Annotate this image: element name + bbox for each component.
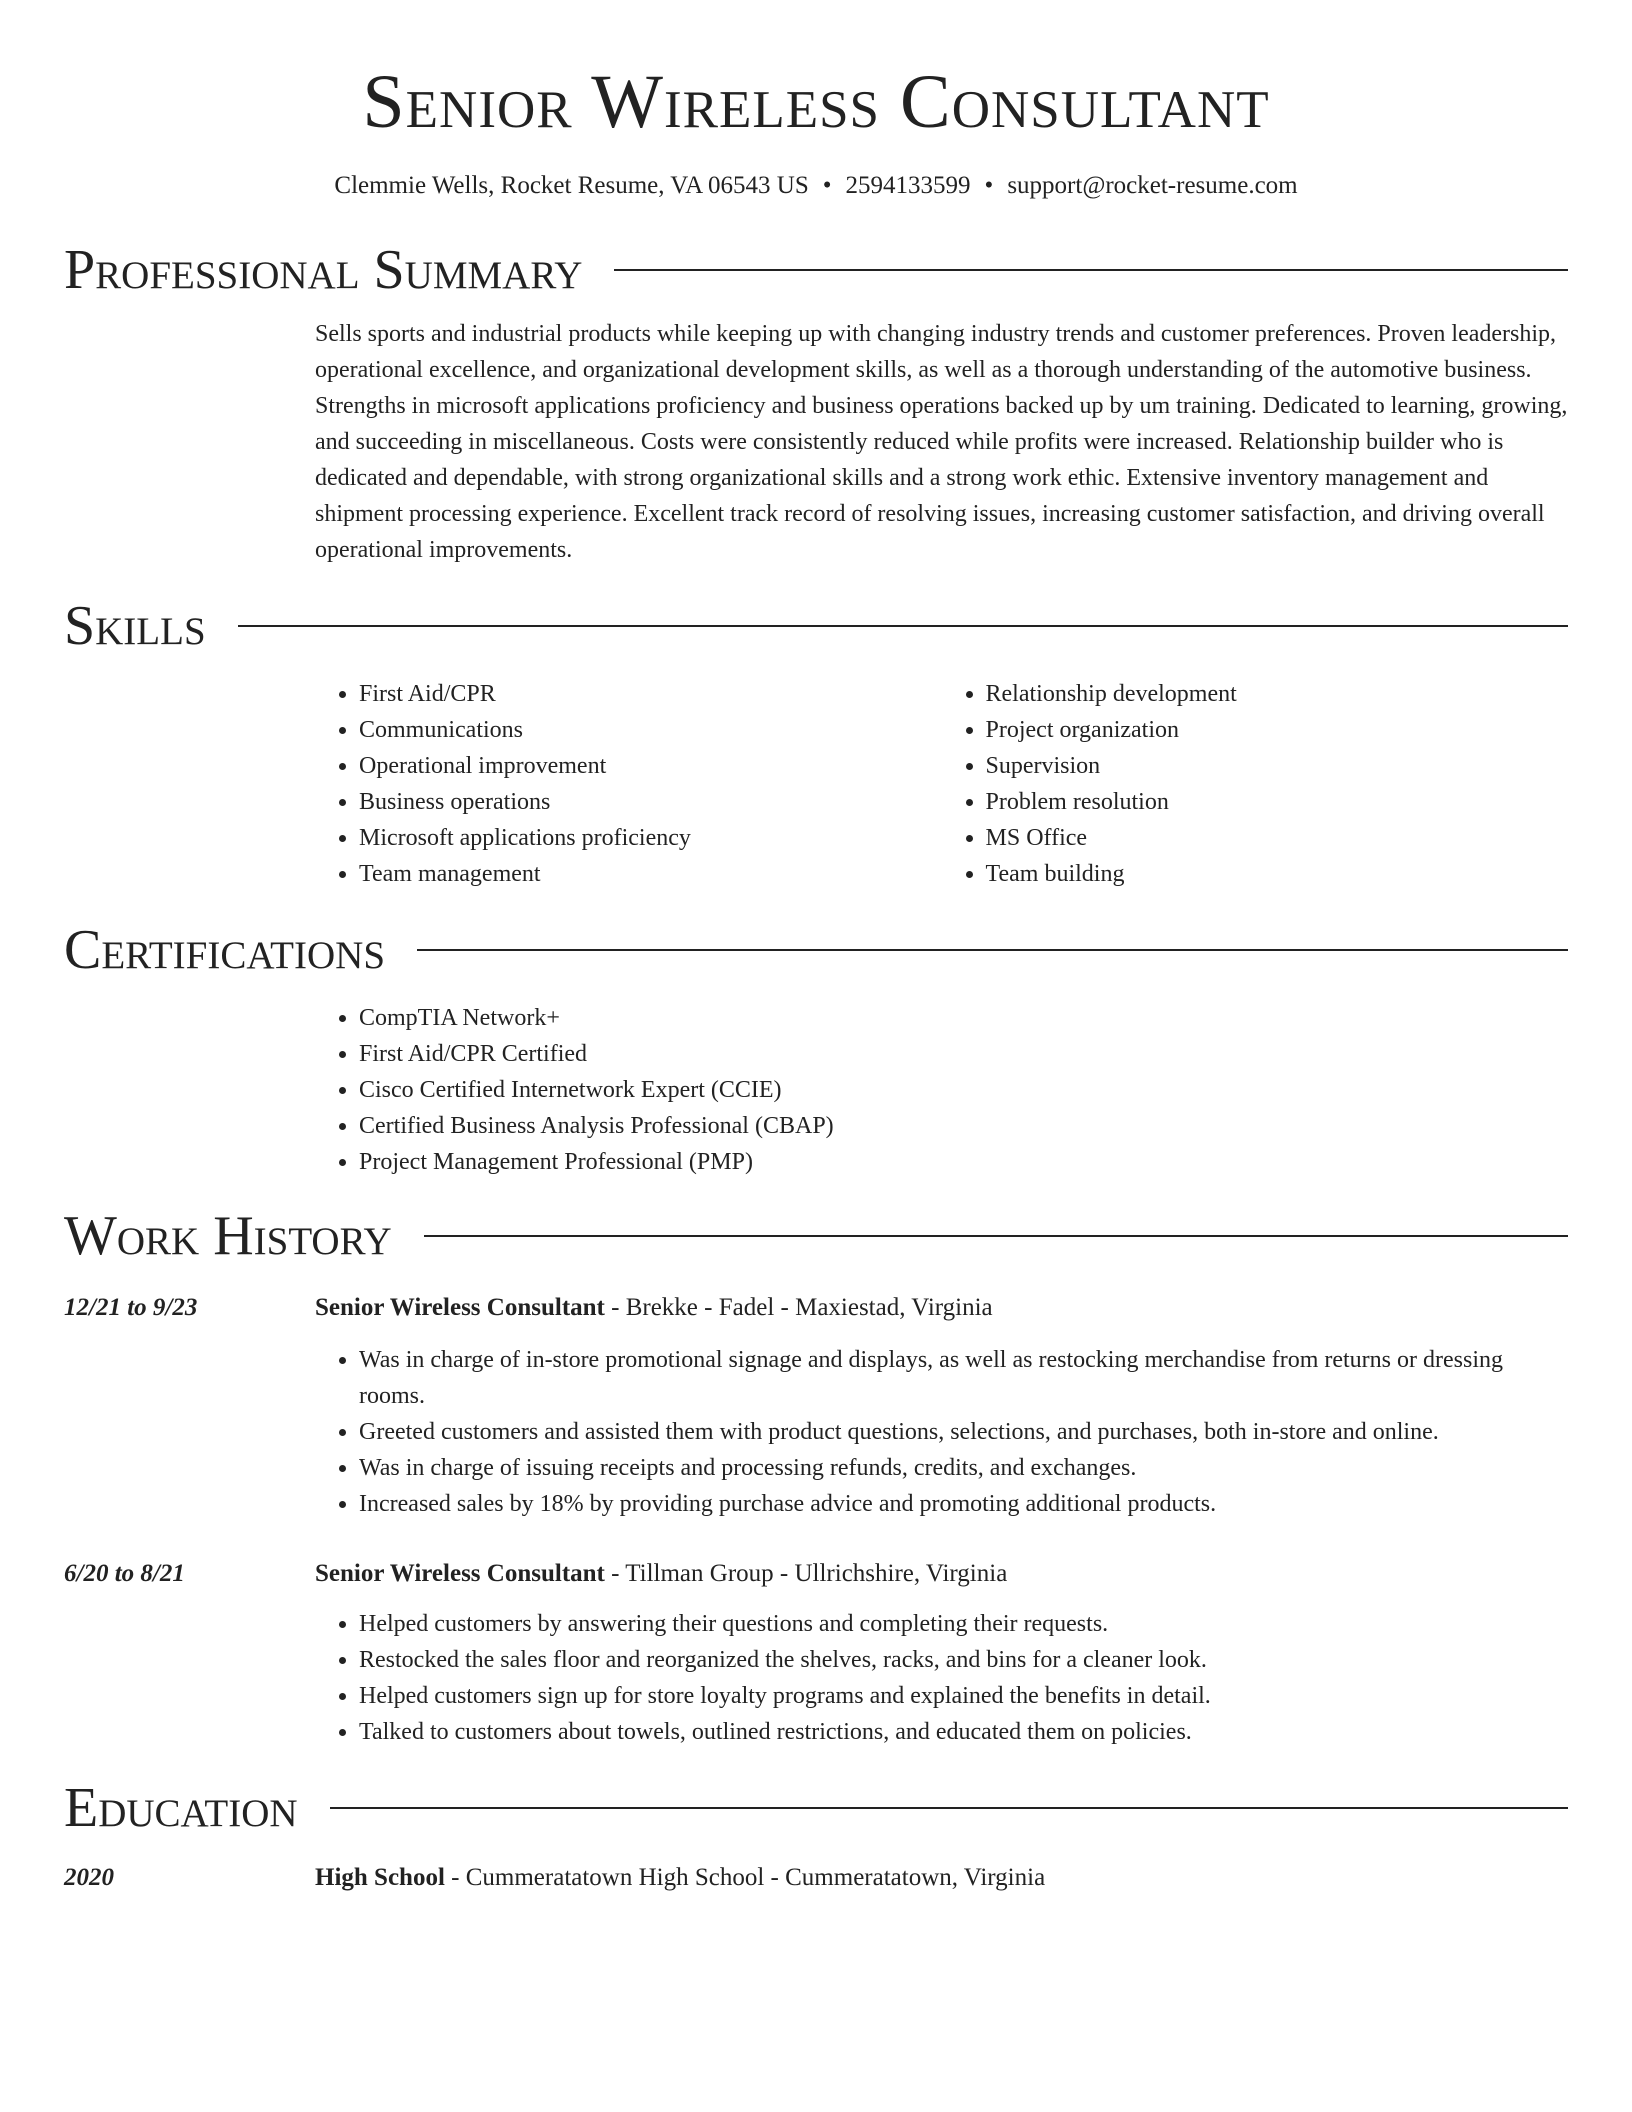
contact-phone: 2594133599 (845, 172, 971, 199)
certification-item: • Project Management Professional (PMP) (359, 1144, 1568, 1180)
education-heading: Education (64, 1777, 298, 1839)
skill-item: • Project organization (986, 712, 1569, 748)
skills-column-left (315, 676, 942, 892)
job-header (64, 1290, 1568, 1326)
summary-text: Sells sports and industrial products while keeping up with changing industry trends and customer preferences. Proven leadership, operational excellence, and organizational development skills, as well as a thorough understanding of the automotive business. Strengths in microsoft applications proficiency and business operations backed up by um training. Dedicated to learning, growing, and succeeding in miscellaneous. Costs were consistently reduced while profits were increased. Relationship builder who is dedicated and dependable, with strong organizational skills and a strong work ethic. Extensive inventory management and shipment processing experience. Excellent track record of resolving issues, increasing customer satisfaction, and driving overall operational improvements. (315, 321, 1568, 563)
job-bullet: • Was in charge of in-store promotional signage and displays, as well as restocking merchandise from returns or dressing rooms. (359, 1342, 1568, 1414)
skills-section-header (64, 594, 1568, 658)
certification-item: • First Aid/CPR Certified (359, 1036, 1568, 1072)
job-bullets (315, 1342, 1568, 1522)
work-heading: Work History (64, 1205, 392, 1267)
summary-body (315, 316, 1568, 568)
skills-heading: Skills (64, 595, 206, 657)
skill-item: • Microsoft applications proficiency (359, 820, 942, 856)
job-bullet: • Greeted customers and assisted them with product questions, selections, and purchases, both in-store and online. (359, 1414, 1568, 1450)
skill-item: • Team building (986, 856, 1569, 892)
contact-line (64, 170, 1568, 202)
certifications-list (315, 1000, 1568, 1180)
skill-item: • MS Office (986, 820, 1569, 856)
job-dates: 12/21 to 9/23 (64, 1294, 198, 1321)
education-year: 2020 (64, 1864, 114, 1891)
section-divider (614, 269, 1568, 271)
job-company: - Tillman Group - Ullrichshire, Virginia (604, 1560, 1008, 1587)
summary-section-header (64, 238, 1568, 302)
education-section-header (64, 1776, 1568, 1840)
resume-title: Senior Wireless Consultant (362, 60, 1270, 144)
skill-item: • Operational improvement (359, 748, 942, 784)
job-header (64, 1556, 1568, 1592)
job-bullet: • Was in charge of issuing receipts and processing refunds, credits, and exchanges. (359, 1450, 1568, 1486)
skills-list (315, 676, 1568, 892)
section-divider (417, 949, 1568, 951)
certification-item: • Cisco Certified Internetwork Expert (CCIE) (359, 1072, 1568, 1108)
contact-address: Clemmie Wells, Rocket Resume, VA 06543 US (334, 172, 809, 199)
skill-item: • Supervision (986, 748, 1569, 784)
certification-item: • CompTIA Network+ (359, 1000, 1568, 1036)
job-role: Senior Wireless Consultant (315, 1560, 605, 1587)
work-section-header (64, 1204, 1568, 1268)
contact-separator: • (822, 172, 832, 199)
skill-item: • Business operations (359, 784, 942, 820)
section-divider (330, 1807, 1568, 1809)
skill-item: • Communications (359, 712, 942, 748)
section-divider (424, 1235, 1568, 1237)
skill-item: • Team management (359, 856, 942, 892)
contact-email: support@rocket-resume.com (1007, 172, 1298, 199)
education-entry (64, 1860, 1568, 1896)
summary-heading: Professional Summary (64, 239, 583, 301)
skill-item: • Relationship development (986, 676, 1569, 712)
job-entry (64, 1290, 1568, 1522)
job-bullet: • Talked to customers about towels, outlined restrictions, and educated them on policies. (359, 1714, 1568, 1750)
job-role: Senior Wireless Consultant (315, 1294, 605, 1321)
certifications-section-header (64, 918, 1568, 982)
job-bullets (315, 1606, 1568, 1750)
skill-item: • Problem resolution (986, 784, 1569, 820)
contact-separator: • (984, 172, 994, 199)
education-degree: High School (315, 1864, 445, 1891)
job-company: - Brekke - Fadel - Maxiestad, Virginia (604, 1294, 993, 1321)
skill-item: • First Aid/CPR (359, 676, 942, 712)
skills-column-right (942, 676, 1569, 892)
certifications-heading: Certifications (64, 919, 386, 981)
section-divider (238, 625, 1568, 627)
resume-page (64, 0, 1568, 1896)
certification-item: • Certified Business Analysis Professional (CBAP) (359, 1108, 1568, 1144)
job-bullet: • Helped customers sign up for store loyalty programs and explained the benefits in detail. (359, 1678, 1568, 1714)
job-entry (64, 1556, 1568, 1750)
education-school: - Cummeratatown High School - Cummeratatown, Virginia (444, 1864, 1046, 1891)
job-bullet: • Helped customers by answering their questions and completing their requests. (359, 1606, 1568, 1642)
job-dates: 6/20 to 8/21 (64, 1560, 185, 1587)
job-bullet: • Restocked the sales floor and reorganized the shelves, racks, and bins for a cleaner look. (359, 1642, 1568, 1678)
job-bullet: • Increased sales by 18% by providing purchase advice and promoting additional products. (359, 1486, 1568, 1522)
education-row (64, 1860, 1568, 1896)
